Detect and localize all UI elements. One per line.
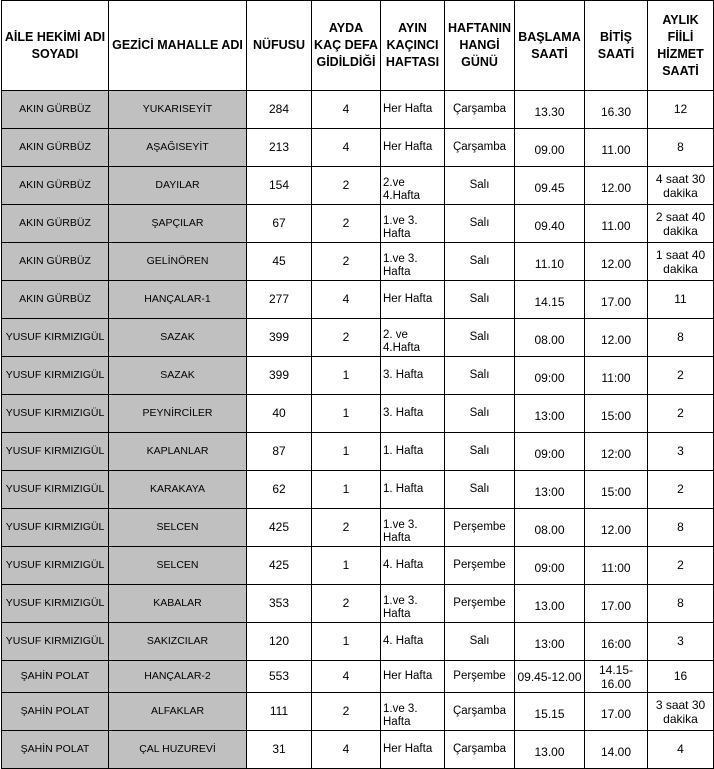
cell-saat: 4 [648, 731, 714, 769]
cell-defa: 2 [312, 585, 381, 623]
cell-defa: 1 [312, 471, 381, 509]
cell-mahalle: SELCEN [109, 509, 247, 547]
cell-hafta: 1.ve 3. Hafta [381, 693, 445, 731]
cell-nufus: 154 [247, 167, 312, 205]
table-row [2, 395, 714, 433]
cell-mahalle: YUKARISEYİT [109, 91, 247, 129]
cell-doctor: YUSUF KIRMIZIGÜL [2, 547, 109, 585]
cell-doctor: YUSUF KIRMIZIGÜL [2, 509, 109, 547]
cell-hafta: 3. Hafta [381, 357, 445, 395]
cell-bitis: 17.00 [585, 693, 648, 731]
cell-hafta: 3. Hafta [381, 395, 445, 433]
cell-mahalle: KARAKAYA [109, 471, 247, 509]
cell-bitis: 14.00 [585, 731, 648, 769]
cell-baslama: 08.00 [515, 509, 585, 547]
cell-hafta: 4. Hafta [381, 623, 445, 661]
cell-saat: 2 [648, 357, 714, 395]
cell-gun: Salı [445, 319, 515, 357]
cell-mahalle: HANÇALAR-2 [109, 661, 247, 693]
table-row [2, 471, 714, 509]
cell-nufus: 284 [247, 91, 312, 129]
cell-defa: 1 [312, 357, 381, 395]
cell-doctor: YUSUF KIRMIZIGÜL [2, 357, 109, 395]
table-row [2, 623, 714, 661]
cell-bitis: 12.00 [585, 509, 648, 547]
cell-bitis: 11.00 [585, 129, 648, 167]
cell-doctor: YUSUF KIRMIZIGÜL [2, 585, 109, 623]
table-row [2, 357, 714, 395]
cell-doctor: AKIN GÜRBÜZ [2, 167, 109, 205]
table-row [2, 281, 714, 319]
cell-gun: Perşembe [445, 547, 515, 585]
cell-nufus: 399 [247, 357, 312, 395]
table-row [2, 91, 714, 129]
header-nufus: NÜFUSU [247, 1, 312, 91]
cell-defa: 2 [312, 205, 381, 243]
cell-bitis: 16:00 [585, 623, 648, 661]
cell-mahalle: SELCEN [109, 547, 247, 585]
cell-nufus: 111 [247, 693, 312, 731]
cell-nufus: 553 [247, 661, 312, 693]
table-row [2, 243, 714, 281]
cell-hafta: 2. ve 4.Hafta [381, 319, 445, 357]
cell-nufus: 425 [247, 509, 312, 547]
cell-mahalle: SAKIZCILAR [109, 623, 247, 661]
cell-hafta: 1.ve 3. Hafta [381, 509, 445, 547]
cell-mahalle: ŞAPÇILAR [109, 205, 247, 243]
cell-nufus: 120 [247, 623, 312, 661]
cell-hafta: 4. Hafta [381, 547, 445, 585]
table-row [2, 433, 714, 471]
cell-saat: 2 [648, 395, 714, 433]
schedule-table [1, 0, 714, 769]
table-row [2, 509, 714, 547]
cell-nufus: 399 [247, 319, 312, 357]
cell-baslama: 09.00 [515, 129, 585, 167]
cell-saat: 4 saat 30 dakika [648, 167, 714, 205]
cell-baslama: 09:00 [515, 547, 585, 585]
header-doctor: AİLE HEKİMİ ADI SOYADI [2, 1, 109, 91]
cell-defa: 2 [312, 693, 381, 731]
cell-defa: 4 [312, 91, 381, 129]
cell-baslama: 14.15 [515, 281, 585, 319]
table-row [2, 585, 714, 623]
cell-doctor: AKIN GÜRBÜZ [2, 281, 109, 319]
cell-defa: 2 [312, 167, 381, 205]
cell-bitis: 12.00 [585, 167, 648, 205]
cell-baslama: 13.00 [515, 731, 585, 769]
cell-saat: 2 [648, 471, 714, 509]
cell-nufus: 67 [247, 205, 312, 243]
cell-hafta: 1. Hafta [381, 471, 445, 509]
header-row [2, 1, 714, 91]
cell-baslama: 13:00 [515, 623, 585, 661]
cell-baslama: 13:00 [515, 471, 585, 509]
cell-gun: Salı [445, 623, 515, 661]
cell-defa: 4 [312, 731, 381, 769]
cell-defa: 4 [312, 129, 381, 167]
cell-defa: 2 [312, 319, 381, 357]
cell-saat: 11 [648, 281, 714, 319]
cell-nufus: 87 [247, 433, 312, 471]
cell-saat: 1 saat 40 dakika [648, 243, 714, 281]
cell-gun: Salı [445, 281, 515, 319]
cell-hafta: 1.ve 3. Hafta [381, 585, 445, 623]
cell-baslama: 09:00 [515, 433, 585, 471]
cell-baslama: 15.15 [515, 693, 585, 731]
cell-mahalle: DAYILAR [109, 167, 247, 205]
cell-gun: Salı [445, 357, 515, 395]
cell-doctor: AKIN GÜRBÜZ [2, 205, 109, 243]
cell-bitis: 12.00 [585, 243, 648, 281]
cell-bitis: 11:00 [585, 547, 648, 585]
cell-defa: 1 [312, 433, 381, 471]
cell-mahalle: ALFAKLAR [109, 693, 247, 731]
cell-doctor: AKIN GÜRBÜZ [2, 243, 109, 281]
cell-mahalle: KAPLANLAR [109, 433, 247, 471]
cell-gun: Perşembe [445, 509, 515, 547]
cell-gun: Salı [445, 167, 515, 205]
table-row [2, 205, 714, 243]
cell-bitis: 14.15-16.00 [585, 661, 648, 693]
cell-doctor: YUSUF KIRMIZIGÜL [2, 319, 109, 357]
cell-gun: Salı [445, 243, 515, 281]
cell-baslama: 11.10 [515, 243, 585, 281]
table-row [2, 693, 714, 731]
cell-mahalle: AŞAĞISEYİT [109, 129, 247, 167]
cell-gun: Perşembe [445, 585, 515, 623]
cell-gun: Çarşamba [445, 731, 515, 769]
cell-nufus: 40 [247, 395, 312, 433]
cell-defa: 1 [312, 395, 381, 433]
header-hafta: AYIN KAÇINCI HAFTASI [381, 1, 445, 91]
cell-doctor: ŞAHİN POLAT [2, 661, 109, 693]
cell-gun: Çarşamba [445, 693, 515, 731]
cell-gun: Çarşamba [445, 91, 515, 129]
cell-nufus: 31 [247, 731, 312, 769]
cell-saat: 8 [648, 509, 714, 547]
cell-hafta: Her Hafta [381, 91, 445, 129]
cell-saat: 12 [648, 91, 714, 129]
cell-hafta: Her Hafta [381, 129, 445, 167]
cell-baslama: 09.40 [515, 205, 585, 243]
cell-saat: 8 [648, 319, 714, 357]
cell-doctor: AKIN GÜRBÜZ [2, 129, 109, 167]
cell-bitis: 11:00 [585, 357, 648, 395]
cell-gun: Perşembe [445, 661, 515, 693]
cell-defa: 2 [312, 509, 381, 547]
header-mahalle: GEZİCİ MAHALLE ADI [109, 1, 247, 91]
cell-doctor: AKIN GÜRBÜZ [2, 91, 109, 129]
cell-defa: 2 [312, 243, 381, 281]
cell-saat: 2 saat 40 dakika [648, 205, 714, 243]
cell-defa: 1 [312, 547, 381, 585]
cell-mahalle: GELİNÖREN [109, 243, 247, 281]
cell-mahalle: ÇAL HUZUREVİ [109, 731, 247, 769]
cell-doctor: YUSUF KIRMIZIGÜL [2, 395, 109, 433]
cell-hafta: Her Hafta [381, 661, 445, 693]
cell-bitis: 11.00 [585, 205, 648, 243]
cell-saat: 16 [648, 661, 714, 693]
cell-saat: 3 [648, 623, 714, 661]
header-baslama: BAŞLAMA SAATİ [515, 1, 585, 91]
cell-baslama: 09.45 [515, 167, 585, 205]
cell-saat: 8 [648, 585, 714, 623]
cell-hafta: Her Hafta [381, 281, 445, 319]
cell-gun: Salı [445, 395, 515, 433]
cell-bitis: 17.00 [585, 281, 648, 319]
cell-gun: Çarşamba [445, 129, 515, 167]
header-bitis: BİTİŞ SAATİ [585, 1, 648, 91]
header-saat: AYLIK FİİLİ HİZMET SAATİ [648, 1, 714, 91]
cell-gun: Salı [445, 433, 515, 471]
table-row [2, 167, 714, 205]
header-gun: HAFTANIN HANGİ GÜNÜ [445, 1, 515, 91]
cell-bitis: 12:00 [585, 433, 648, 471]
cell-gun: Salı [445, 205, 515, 243]
cell-doctor: ŞAHİN POLAT [2, 693, 109, 731]
cell-hafta: 1. Hafta [381, 433, 445, 471]
cell-saat: 3 [648, 433, 714, 471]
cell-saat: 8 [648, 129, 714, 167]
cell-bitis: 17.00 [585, 585, 648, 623]
cell-mahalle: SAZAK [109, 357, 247, 395]
cell-baslama: 13.30 [515, 91, 585, 129]
cell-doctor: ŞAHİN POLAT [2, 731, 109, 769]
cell-defa: 4 [312, 281, 381, 319]
cell-mahalle: SAZAK [109, 319, 247, 357]
cell-saat: 2 [648, 547, 714, 585]
cell-baslama: 09.45-12.00 [515, 661, 585, 693]
table-row [2, 547, 714, 585]
table-row [2, 129, 714, 167]
cell-doctor: YUSUF KIRMIZIGÜL [2, 471, 109, 509]
cell-mahalle: PEYNİRCİLER [109, 395, 247, 433]
cell-baslama: 13:00 [515, 395, 585, 433]
cell-nufus: 62 [247, 471, 312, 509]
table-row [2, 731, 714, 769]
cell-hafta: 1.ve 3. Hafta [381, 243, 445, 281]
cell-defa: 1 [312, 623, 381, 661]
cell-bitis: 16.30 [585, 91, 648, 129]
cell-defa: 4 [312, 661, 381, 693]
table-row [2, 661, 714, 693]
cell-mahalle: HANÇALAR-1 [109, 281, 247, 319]
cell-bitis: 12.00 [585, 319, 648, 357]
cell-baslama: 13.00 [515, 585, 585, 623]
cell-bitis: 15:00 [585, 395, 648, 433]
header-defa: AYDA KAÇ DEFA GİDİLDİĞİ [312, 1, 381, 91]
cell-hafta: Her Hafta [381, 731, 445, 769]
cell-doctor: YUSUF KIRMIZIGÜL [2, 433, 109, 471]
cell-saat: 3 saat 30 dakika [648, 693, 714, 731]
cell-nufus: 425 [247, 547, 312, 585]
cell-nufus: 353 [247, 585, 312, 623]
cell-nufus: 277 [247, 281, 312, 319]
cell-gun: Salı [445, 471, 515, 509]
cell-baslama: 08.00 [515, 319, 585, 357]
cell-hafta: 1.ve 3. Hafta [381, 205, 445, 243]
cell-mahalle: KABALAR [109, 585, 247, 623]
cell-hafta: 2.ve 4.Hafta [381, 167, 445, 205]
cell-doctor: YUSUF KIRMIZIGÜL [2, 623, 109, 661]
cell-bitis: 15:00 [585, 471, 648, 509]
cell-baslama: 09:00 [515, 357, 585, 395]
table-row [2, 319, 714, 357]
cell-nufus: 213 [247, 129, 312, 167]
cell-nufus: 45 [247, 243, 312, 281]
